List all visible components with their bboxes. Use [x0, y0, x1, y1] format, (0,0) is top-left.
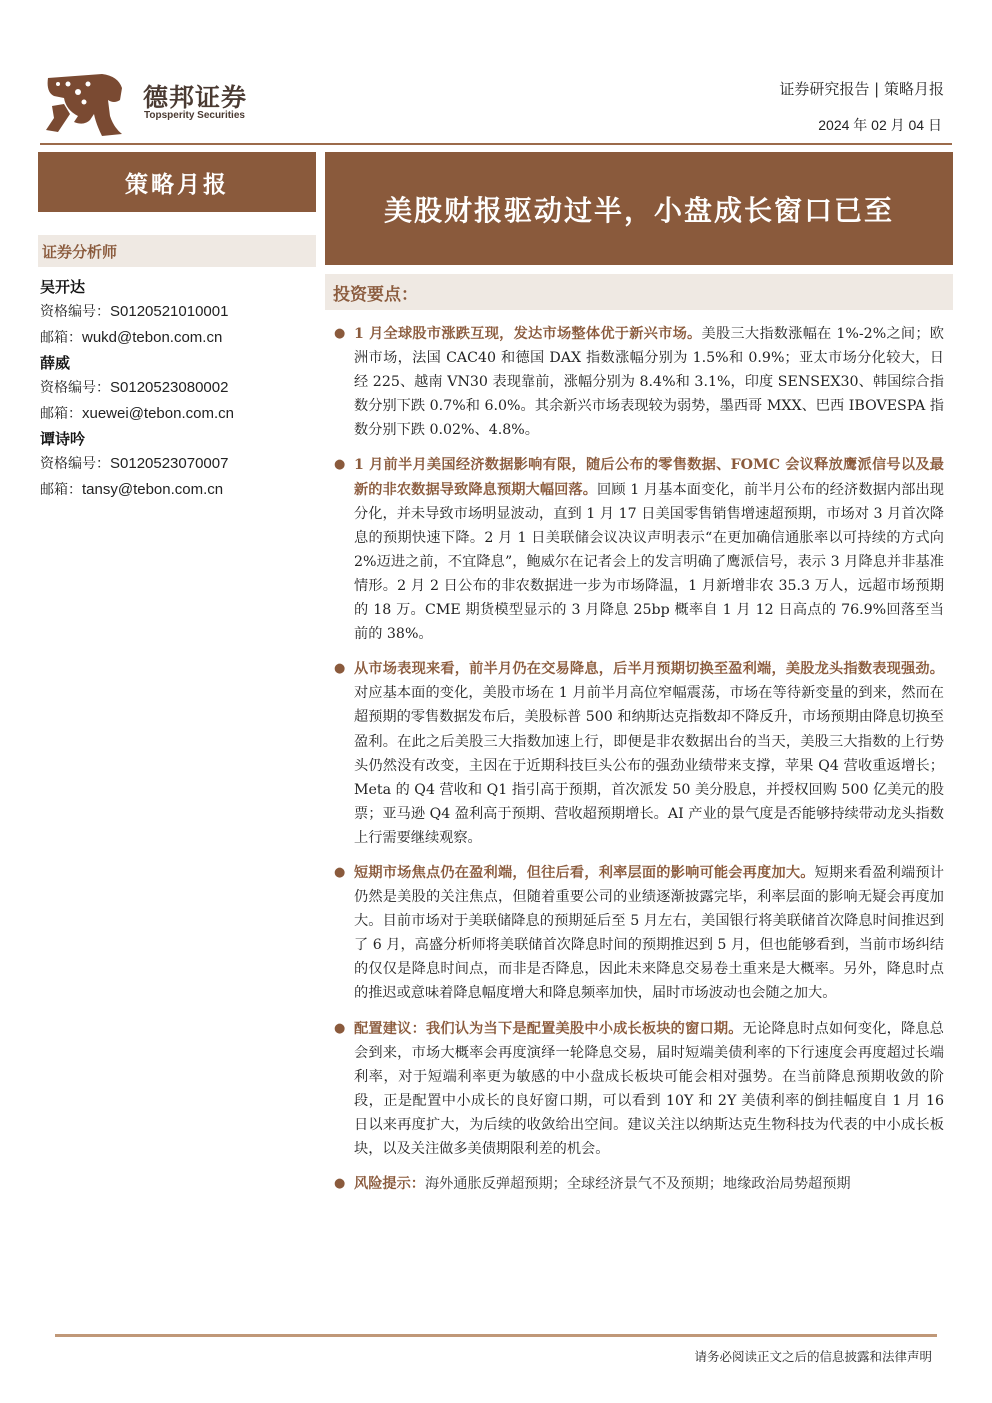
- key-points-heading: 投资要点：: [325, 274, 953, 310]
- key-point-market-trend: [332, 657, 944, 850]
- cert-label: 资格编号：: [40, 304, 110, 320]
- analyst-name: 薛威: [40, 354, 71, 372]
- report-date: 2024 年 02 月 04 日: [818, 117, 942, 133]
- cert-number: S0120523070007: [110, 455, 229, 472]
- analyst-heading: 证券分析师: [38, 235, 316, 267]
- key-point-lead: 短期市场焦点仍在盈利端，但往后看，利率层面的影响可能会再度加大。: [354, 864, 815, 881]
- analyst-cert: [40, 375, 318, 401]
- analyst-block: [40, 351, 318, 427]
- analyst-email: [40, 401, 318, 427]
- email-address[interactable]: xuewei@tebon.com.cn: [82, 405, 234, 422]
- cert-label: 资格编号：: [40, 380, 110, 396]
- key-point-text: 海外通胀反弹超预期；全球经济景气不及预期；地缘政治局势超预期: [424, 1176, 851, 1193]
- analyst-list: [40, 275, 318, 503]
- analyst-block: [40, 275, 318, 351]
- key-point-text: 无论降息时点如何变化，降息总会到来，市场大概率会再度演绎一轮降息交易，届时短端美债利率的下行速度会再度超过长端利率，对于短端利率更为敏感的中小盘成长板块可能会相对强势。在当前降息预期收敛的阶段，正是配置中小成长的良好窗口期，可以看到 10Y 和 2Y 美债利率的倒挂幅度自 1 月 16 日以来再度扩大，为后续的收敛给出空间。建议关注以纳斯达克生物科技为代表的中小成长板块，以及关注做多美债期限利差的机会。: [354, 1020, 944, 1157]
- analyst-name: 吴开达: [40, 278, 86, 296]
- key-point-risk: [332, 1172, 944, 1196]
- key-point-lead: 配置建议：我们认为当下是配置美股中小成长板块的窗口期。: [354, 1020, 743, 1037]
- key-point-text: 对应基本面的变化，美股市场在 1 月前半月高位窄幅震荡，市场在等待新变量的到来，然而在超预期的零售数据发布后，美股标普 500 和纳斯达克指数却不降反升，市场预期由降息切换至盈利。在此之后美股三大指数加速上行，即便是非农数据出台的当天，美股三大指数的上行势头仍然没有改变，主因在于近期科技巨头公布的强劲业绩带来支撑，苹果 Q4 营收重返增长；Meta 的 Q4 营收和 Q1 指引高于预期，首次派发 50 美分股息，并授权回购 500 亿美元的股票；亚马逊 Q4 盈利高于预期、营收超预期增长。AI 产业的景气度是否能够持续带动龙头指数上行需要继续观察。: [354, 685, 944, 846]
- footer-divider: [55, 1334, 937, 1337]
- key-point-allocation: [332, 1017, 944, 1162]
- cert-number: S0120523080002: [110, 379, 229, 396]
- key-point-lead: 1 月前半月美国经济数据影响有限，随后公布的零售数据、FOMC 会议释放鹰派信号以及最新的非农数据导致降息预期大幅回落。: [354, 457, 944, 498]
- bullet-dot-icon: ●: [334, 457, 346, 473]
- header-divider: [40, 143, 952, 145]
- analyst-email: [40, 477, 318, 503]
- brand-name-cn: 德邦证券: [143, 83, 248, 112]
- email-label: 邮箱：: [40, 330, 82, 346]
- analyst-cert: [40, 451, 318, 477]
- email-label: 邮箱：: [40, 482, 82, 498]
- analyst-cert: [40, 299, 318, 325]
- bullet-dot-icon: ●: [334, 661, 346, 677]
- brand-name-en: Topsperity Securities: [144, 110, 245, 121]
- key-point-market-performance: [332, 322, 944, 442]
- key-point-text: 短期来看盈利端预计仍然是美股的关注焦点，但随着重要公司的业绩逐渐披露完毕，利率层面的影响无疑会再度加大。目前市场对于美联储降息的预期延后至 5 月左右，美国银行将美联储首次降息时间推迟到了 6 月，高盛分析师将美联储首次降息时间的预期推迟到 5 月，但也能够看到，当前市场纠结的仅仅是降息时间点，而非是否降息，因此未来降息交易卷土重来是大概率。另外，降息时点的推迟或意味着降息幅度增大和降息频率加快，届时市场波动也会随之加大。: [354, 864, 944, 1002]
- bullet-dot-icon: ●: [334, 1176, 346, 1192]
- cert-number: S0120521010001: [110, 303, 229, 320]
- document-type: 证券研究报告 | 策略月报: [779, 80, 944, 98]
- bullet-dot-icon: ●: [334, 864, 346, 880]
- key-point-text: 回顾 1 月基本面变化，前半月公布的经济数据内部出现分化，并未导致市场明显波动，直到 1 月 17 日美国零售销售增速超预期，市场对 3 月首次降息的预期快速下降。2 月 1 日美联储会议决议声明表示“在更加确信通胀率以可持续的方式向 2%迈进之前，不宜降息”，鲍威尔在记者会上的发言明确了鹰派信号，表示 3 月降息并非基准情形。2 月 2 日公布的非农数据进一步为市场降温，1 月新增非农 35.3 万人，远超市场预期的 18 万。CME 期货模型显示的 3 月降息 25bp 概率自 1 月 12 日高点的 76.9%回落至当前的 38%。: [354, 481, 944, 643]
- bullet-dot-icon: ●: [334, 1020, 346, 1036]
- analyst-email: [40, 325, 318, 351]
- key-point-economic-data: [332, 453, 944, 646]
- cert-label: 资格编号：: [40, 456, 110, 472]
- email-address[interactable]: tansy@tebon.com.cn: [82, 481, 224, 498]
- key-point-short-term-focus: [332, 861, 944, 1006]
- analyst-block: [40, 427, 318, 503]
- report-title: 美股财报驱动过半，小盘成长窗口已至: [325, 152, 953, 265]
- bullet-dot-icon: ●: [334, 326, 346, 341]
- key-point-lead: 从市场表现来看，前半月仍在交易降息，后半月预期切换至盈利端，美股龙头指数表现强劲。: [354, 661, 944, 678]
- tebon-leopard-logo: [44, 70, 124, 138]
- legal-disclaimer: 请务必阅读正文之后的信息披露和法律声明: [694, 1349, 932, 1364]
- email-address[interactable]: wukd@tebon.com.cn: [82, 329, 223, 346]
- key-point-lead: 1 月全球股市涨跌互现，发达市场整体优于新兴市场。: [354, 326, 702, 342]
- report-category-banner: 策略月报: [38, 152, 316, 212]
- key-point-text: 美股三大指数涨幅在 1%-2%之间；欧洲市场，法国 CAC40 和德国 DAX 指数涨幅分别为 1.5%和 0.9%；亚太市场分化较大，日经 225、越南 VN30 表现靠前，涨幅分别为 8.4%和 3.1%，印度 SENSEX30、韩国综合指数分别下跌 0.7%和 6.0%。其余新兴市场表现较为弱势，墨西哥 MXX、巴西 IBOVESPA 指数分别下跌 0.02%、4.8%。: [354, 326, 944, 439]
- key-point-lead: 风险提示：: [354, 1176, 425, 1193]
- email-label: 邮箱：: [40, 406, 82, 422]
- analyst-name: 谭诗吟: [40, 430, 86, 448]
- key-points-list: [332, 322, 944, 1207]
